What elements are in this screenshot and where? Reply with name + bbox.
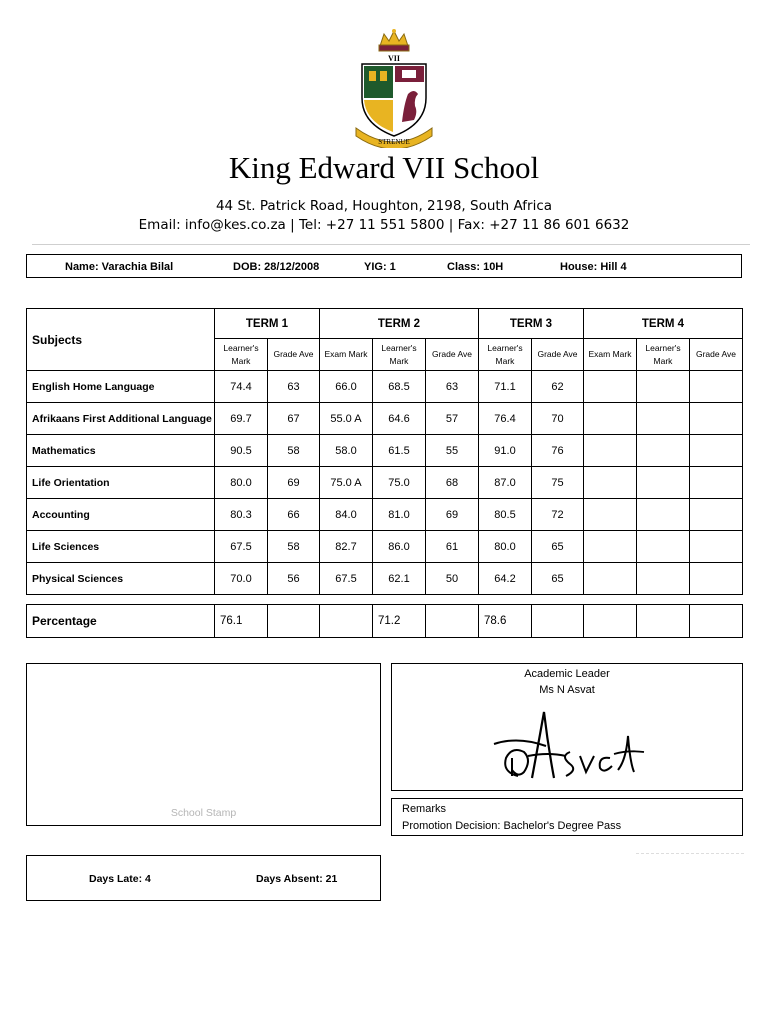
grade-cell — [637, 371, 690, 403]
col-header-grade-ave: Grade Ave — [426, 339, 479, 371]
col-header-exam-mark: Exam Mark — [320, 339, 373, 371]
grade-cell: 67 — [268, 403, 320, 435]
grade-cell: 74.4 — [215, 371, 268, 403]
grade-cell: 75 — [532, 467, 584, 499]
term-1-header: TERM 1 — [215, 309, 320, 339]
grade-cell — [584, 403, 637, 435]
student-dob: DOB: 28/12/2008 — [233, 261, 320, 273]
grade-cell — [690, 563, 743, 595]
student-name: Name: Varachia Bilal — [65, 261, 174, 273]
col-header-learners-mark: Learner's Mark — [373, 339, 426, 371]
grade-cell: 63 — [426, 371, 479, 403]
grade-cell: 76 — [532, 435, 584, 467]
grade-cell: 58.0 — [320, 435, 373, 467]
grade-cell: 75.0 — [373, 467, 426, 499]
grade-cell: 72 — [532, 499, 584, 531]
student-class: Class: 10H — [447, 261, 504, 273]
grade-cell — [584, 467, 637, 499]
col-header-learners-mark: Learner's Mark — [637, 339, 690, 371]
grade-cell: 80.0 — [215, 467, 268, 499]
percentage-cell — [532, 605, 584, 638]
school-name: King Edward VII School — [228, 150, 540, 185]
days-absent: Days Absent: 21 — [256, 873, 338, 885]
percentage-cell — [637, 605, 690, 638]
grade-cell: 65 — [532, 531, 584, 563]
academic-leader-box — [391, 663, 743, 791]
grade-cell: 70.0 — [215, 563, 268, 595]
grade-cell: 66 — [268, 499, 320, 531]
grade-cell — [690, 371, 743, 403]
grade-cell: 90.5 — [215, 435, 268, 467]
table-row — [27, 467, 743, 499]
grade-cell: 87.0 — [479, 467, 532, 499]
school-address: 44 St. Patrick Road, Houghton, 2198, South Africa — [215, 198, 553, 214]
grade-cell — [584, 435, 637, 467]
col-header-grade-ave: Grade Ave — [690, 339, 743, 371]
term-3-header: TERM 3 — [479, 309, 584, 339]
grade-cell: 80.0 — [479, 531, 532, 563]
col-header-grade-ave: Grade Ave — [268, 339, 320, 371]
grade-cell: 62 — [532, 371, 584, 403]
grade-cell: 82.7 — [320, 531, 373, 563]
grade-cell: 58 — [268, 531, 320, 563]
subject-name: Mathematics — [27, 435, 215, 467]
subject-name: English Home Language — [27, 371, 215, 403]
subject-name: Afrikaans First Additional Language — [27, 403, 215, 435]
percentage-label: Percentage — [27, 605, 215, 638]
signoff-name: Ms N Asvat — [539, 684, 595, 696]
table-row — [27, 403, 743, 435]
grade-cell: 58 — [268, 435, 320, 467]
col-header-learners-mark: Learner's Mark — [479, 339, 532, 371]
percentage-cell — [320, 605, 373, 638]
col-header-learners-mark: Learner's Mark — [215, 339, 268, 371]
grade-cell: 67.5 — [320, 563, 373, 595]
grade-cell: 75.0 A — [320, 467, 373, 499]
table-row — [27, 435, 743, 467]
grade-cell: 55.0 A — [320, 403, 373, 435]
grade-cell: 80.3 — [215, 499, 268, 531]
grade-cell: 66.0 — [320, 371, 373, 403]
percentage-cell — [690, 605, 743, 638]
grade-cell: 91.0 — [479, 435, 532, 467]
grade-cell: 84.0 — [320, 499, 373, 531]
crest-motto: STRENUE — [378, 138, 410, 146]
grade-cell: 86.0 — [373, 531, 426, 563]
table-row — [27, 563, 743, 595]
grade-cell: 56 — [268, 563, 320, 595]
grade-cell: 61.5 — [373, 435, 426, 467]
grade-cell: 70 — [532, 403, 584, 435]
grade-cell — [584, 563, 637, 595]
signature-icon — [488, 706, 648, 786]
remarks-title: Remarks — [402, 803, 447, 815]
grade-cell — [690, 499, 743, 531]
percentage-row — [27, 605, 743, 638]
signoff-title: Academic Leader — [524, 668, 610, 680]
grade-cell: 68.5 — [373, 371, 426, 403]
remarks-box — [391, 798, 743, 836]
table-row — [27, 371, 743, 403]
school-contact: Email: info@kes.co.za | Tel: +27 11 551 5800 | Fax: +27 11 86 601 6632 — [138, 217, 630, 233]
student-info-bar — [26, 254, 742, 278]
promotion-decision: Promotion Decision: Bachelor's Degree Pass — [402, 820, 622, 832]
grade-cell — [637, 435, 690, 467]
student-house: House: Hill 4 — [560, 261, 627, 273]
col-header-grade-ave: Grade Ave — [532, 339, 584, 371]
subject-name: Physical Sciences — [27, 563, 215, 595]
grade-cell: 76.4 — [479, 403, 532, 435]
faint-divider — [636, 853, 744, 855]
grade-cell — [690, 531, 743, 563]
grade-cell: 68 — [426, 467, 479, 499]
grade-cell: 64.2 — [479, 563, 532, 595]
grade-cell — [584, 531, 637, 563]
grade-cell: 69 — [268, 467, 320, 499]
percentage-cell: 76.1 — [215, 605, 268, 638]
grade-cell — [690, 403, 743, 435]
term-4-header: TERM 4 — [584, 309, 743, 339]
subjects-header: Subjects — [27, 309, 215, 371]
grade-cell: 55 — [426, 435, 479, 467]
col-header-exam-mark: Exam Mark — [584, 339, 637, 371]
grade-cell: 69 — [426, 499, 479, 531]
percentage-cell — [268, 605, 320, 638]
grade-cell: 57 — [426, 403, 479, 435]
attendance-box — [26, 855, 381, 901]
subject-name: Life Sciences — [27, 531, 215, 563]
grade-cell: 67.5 — [215, 531, 268, 563]
grades-table — [26, 308, 743, 595]
school-crest-icon — [352, 28, 436, 148]
grade-cell — [637, 563, 690, 595]
grade-cell — [637, 467, 690, 499]
grade-cell — [584, 499, 637, 531]
grade-cell: 62.1 — [373, 563, 426, 595]
days-late: Days Late: 4 — [89, 873, 151, 885]
grade-cell — [690, 435, 743, 467]
grade-cell: 81.0 — [373, 499, 426, 531]
table-row — [27, 531, 743, 563]
grade-cell: 65 — [532, 563, 584, 595]
grade-cell: 61 — [426, 531, 479, 563]
grade-cell: 63 — [268, 371, 320, 403]
grade-cell — [690, 467, 743, 499]
grade-cell — [584, 371, 637, 403]
subject-name: Life Orientation — [27, 467, 215, 499]
percentage-cell — [584, 605, 637, 638]
grade-cell — [637, 531, 690, 563]
school-stamp-box — [26, 663, 381, 826]
subject-name: Accounting — [27, 499, 215, 531]
percentage-cell: 78.6 — [479, 605, 532, 638]
school-stamp-label: School Stamp — [170, 807, 237, 819]
grade-cell: 50 — [426, 563, 479, 595]
student-yig: YIG: 1 — [364, 261, 396, 273]
percentage-cell — [426, 605, 479, 638]
grade-cell — [637, 403, 690, 435]
grade-cell: 71.1 — [479, 371, 532, 403]
grade-cell: 69.7 — [215, 403, 268, 435]
grade-cell: 80.5 — [479, 499, 532, 531]
percentage-table — [26, 604, 743, 638]
table-row — [27, 499, 743, 531]
percentage-cell: 71.2 — [373, 605, 426, 638]
grade-cell — [637, 499, 690, 531]
term-2-header: TERM 2 — [320, 309, 479, 339]
crest-label: VII — [387, 54, 401, 63]
header-divider — [32, 244, 750, 245]
grade-cell: 64.6 — [373, 403, 426, 435]
